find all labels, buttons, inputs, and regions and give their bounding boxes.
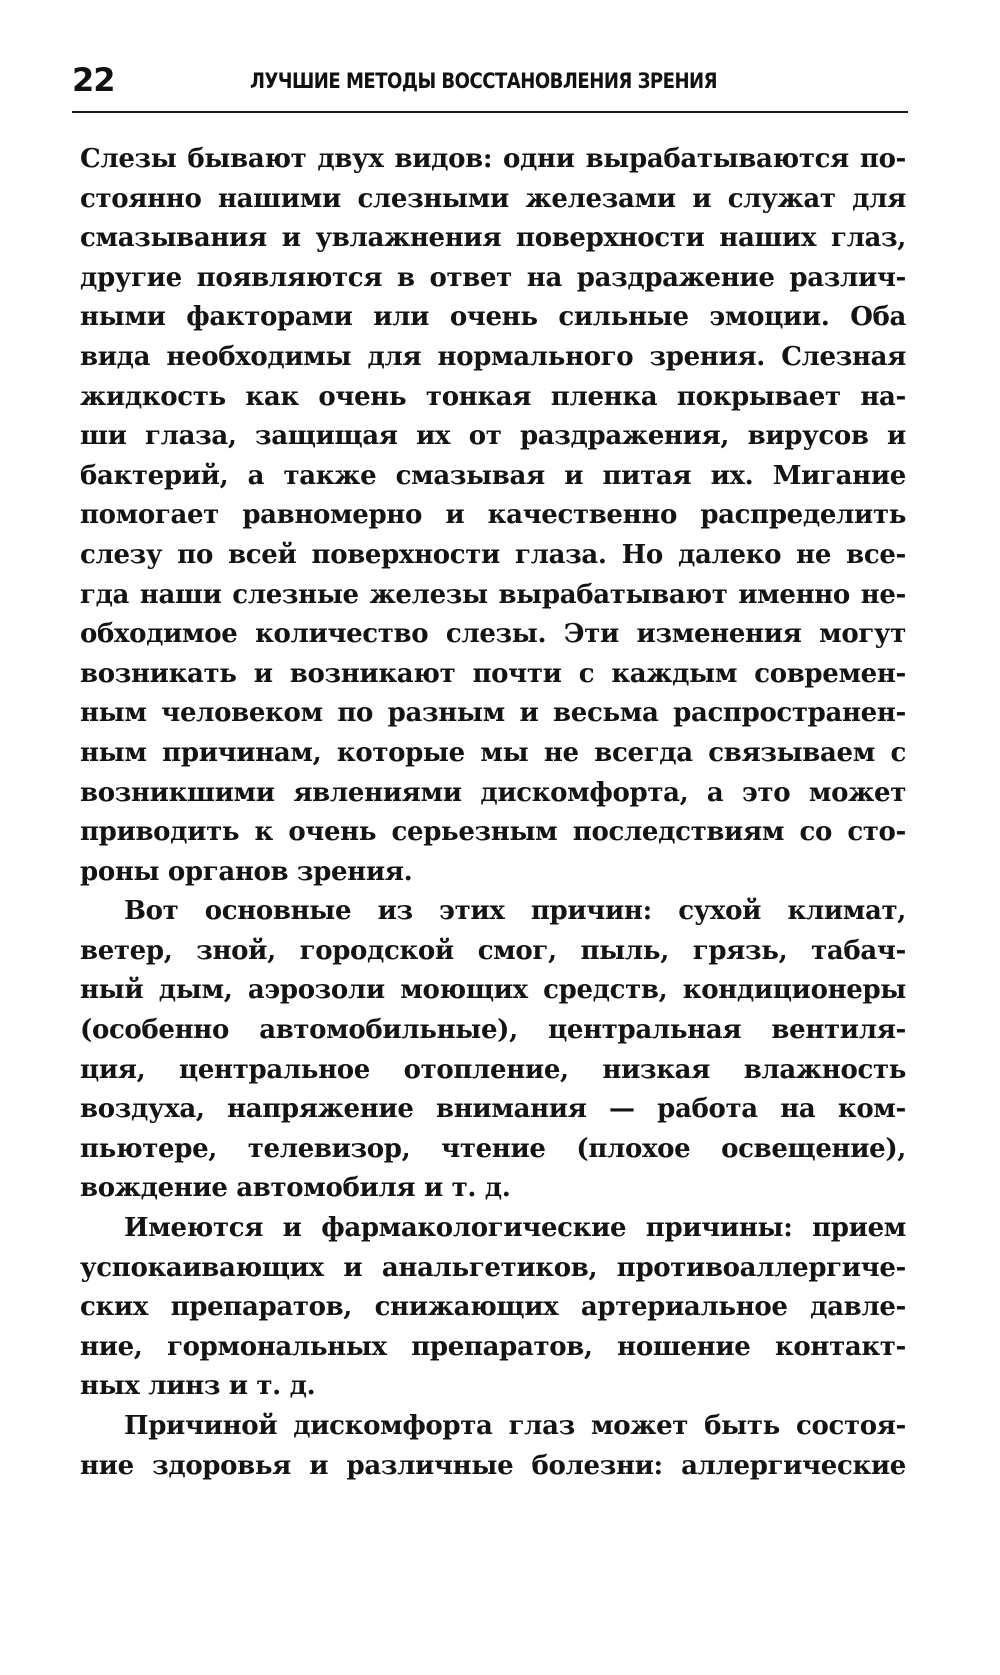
text-line: другие появляются в ответ на раздражение различ- [80, 262, 906, 293]
text-line: вождение автомобиля и т. д. [80, 1173, 511, 1204]
text-line: Причиной дискомфорта глаз может быть состоя- [124, 1411, 906, 1441]
paragraph [80, 1407, 906, 1486]
text-line: обходимое количество слезы. Эти изменения могут [80, 619, 906, 650]
text-line: ние, гормональных препаратов, ношение контакт- [80, 1331, 906, 1362]
text-line: Имеются и фармакологические причины: прием [124, 1213, 906, 1244]
text-line: гда наши слезные железы вырабатывают именно не- [80, 579, 906, 610]
text-line: помогает равномерно и качественно распределить [80, 500, 906, 531]
text-line: успокаивающих и анальгетиков, противоаллергиче- [80, 1252, 906, 1283]
text-line: Слезы бывают двух видов: одни вырабатываются по- [80, 144, 906, 174]
text-line: ши глаза, защищая их от раздражения, вирусов и [80, 421, 906, 452]
text-line: возникать и возникают почти с каждым современ- [80, 658, 906, 689]
text-line: вида необходимы для нормального зрения. Слезная [80, 341, 906, 372]
page-number: 22 [72, 61, 115, 99]
text-line: пьютере, телевизор, чтение (плохое освещение), [80, 1133, 906, 1164]
text-line: слезу по всей поверхности глаза. Но далеко не все- [80, 539, 906, 570]
text-line: (особенно автомобильные), центральная вентиля- [80, 1015, 906, 1046]
text-line: ными факторами или очень сильные эмоции. Оба [80, 302, 906, 333]
header-rule [72, 111, 908, 113]
paragraph [80, 1209, 906, 1407]
text-line: приводить к очень серьезным последствиям со сто- [80, 817, 906, 848]
text-line: ние здоровья и различные болезни: аллергические [80, 1450, 906, 1481]
text-line: ных линз и т. д. [80, 1371, 316, 1402]
text-line: ветер, зной, городской смог, пыль, грязь, табач- [80, 935, 906, 966]
text-line: бактерий, а также смазывая и питая их. Мигание [80, 460, 906, 491]
text-line: смазывания и увлажнения поверхности наших глаз, [80, 223, 906, 254]
text-line: ный дым, аэрозоли моющих средств, кондиционеры [80, 975, 906, 1006]
running-head [72, 58, 908, 108]
text-line: ция, центральное отопление, низкая влажность [80, 1054, 906, 1085]
text-line: стоянно нашими слезными железами и служат для [80, 183, 906, 214]
text-line: ным человеком по разным и весьма распространен- [80, 698, 906, 729]
paragraph [80, 140, 906, 892]
text-line: ным причинам, которые мы не всегда связываем с [80, 737, 906, 768]
running-title: ЛУЧШИЕ МЕТОДЫ ВОССТАНОВЛЕНИЯ ЗРЕНИЯ [250, 69, 718, 93]
body-text [80, 140, 906, 1486]
paragraph [80, 892, 906, 1209]
text-line: возникшими явлениями дискомфорта, а это может [80, 777, 906, 808]
text-line: Вот основные из этих причин: сухой климат, [124, 896, 906, 927]
text-line: роны органов зрения. [80, 856, 413, 887]
text-line: ских препаратов, снижающих артериальное давле- [80, 1292, 906, 1323]
text-line: воздуха, напряжение внимания — работа на ком- [80, 1094, 906, 1125]
text-line: жидкость как очень тонкая пленка покрывает на- [80, 381, 906, 412]
